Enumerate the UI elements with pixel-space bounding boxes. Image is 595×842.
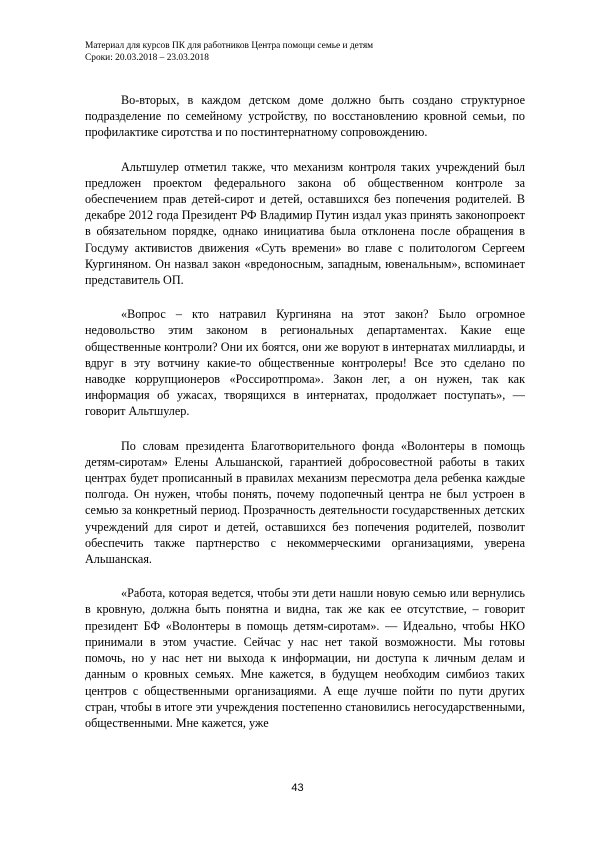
paragraph: По словам президента Благотворительного фонда «Волонтеры в помощь детям-сиротам» Елены Альшанской, гарантией добросовестной работы в таких центрах будет прописанный в правилах механизм пересмотра дела ребенка каждые полгода. Он нужен, чтобы понять, почему подопечный центра не был устроен в семью за конкретный период. Прозрачность деятельности государственных детских учреждений для сирот и детей, оставшихся без попечения родителей, позволит обеспечить также партнерство с некоммерческими организациями, уверена Альшанская. — [85, 438, 525, 567]
paragraph: «Вопрос – кто натравил Кургиняна на этот закон? Было огромное недовольство этим законом в региональных департаментах. Какие еще общественные контроли? Они их боятся, они же воруют в интернатах миллиарды, и вдруг в эту вотчину какие-то общественные контролеры! Все это сделано по наводке коррупционеров «Россиротпрома». Закон лег, а он нужен, так как информация об ужасах, творящихся в интернатах, продолжает поступать», — говорит Альтшулер. — [85, 307, 525, 419]
header-dates: Сроки: 20.03.2018 – 23.03.2018 — [85, 53, 209, 63]
page-number: 43 — [291, 782, 304, 794]
header-course-title: Материал для курсов ПК для работников Центра помощи семье и детям — [85, 41, 374, 51]
running-header — [85, 40, 525, 64]
paragraph: Во-вторых, в каждом детском доме должно быть создано структурное подразделение по семейному устройству, по восстановлению кровной семьи, по профилактике сиротства и по постинтернатному сопровождению. — [85, 93, 525, 140]
paragraph: «Работа, которая ведется, чтобы эти дети нашли новую семью или вернулись в кровную, должна быть понятна и видна, так же как ее отсутствие, – говорит президент БФ «Волонтеры в помощь детям-сиротам». — Идеально, чтобы НКО принимали в этом участие. Сейчас у нас нет такой возможности. Мы готовы помочь, но у нас нет ни выхода к информации, ни доступа к личным делам и данным о кровных семьях. Мне кажется, в будущем необходим симбиоз таких центров с общественными организациями. А еще лучше пойти по пути других стран, чтобы в итоге эти учреждения постепенно становились негосударственными, общественными. Мне кажется, уже — [85, 586, 525, 730]
body-text — [85, 92, 525, 731]
paragraph: Альтшулер отметил также, что механизм контроля таких учреждений был предложен проектом федерального закона об общественном контроле за обеспечением прав детей-сирот и детей, оставшихся без попечения родителей. В декабре 2012 года Президент РФ Владимир Путин издал указ принять законопроект в обязательном порядке, однако инициатива была отклонена после обращения в Госдуму активистов движения «Суть времени» во главе с политологом Сергеем Кургиняном. Он назвал закон «вредоносным, западным, ювенальным», вспоминает представитель ОП. — [85, 159, 525, 288]
